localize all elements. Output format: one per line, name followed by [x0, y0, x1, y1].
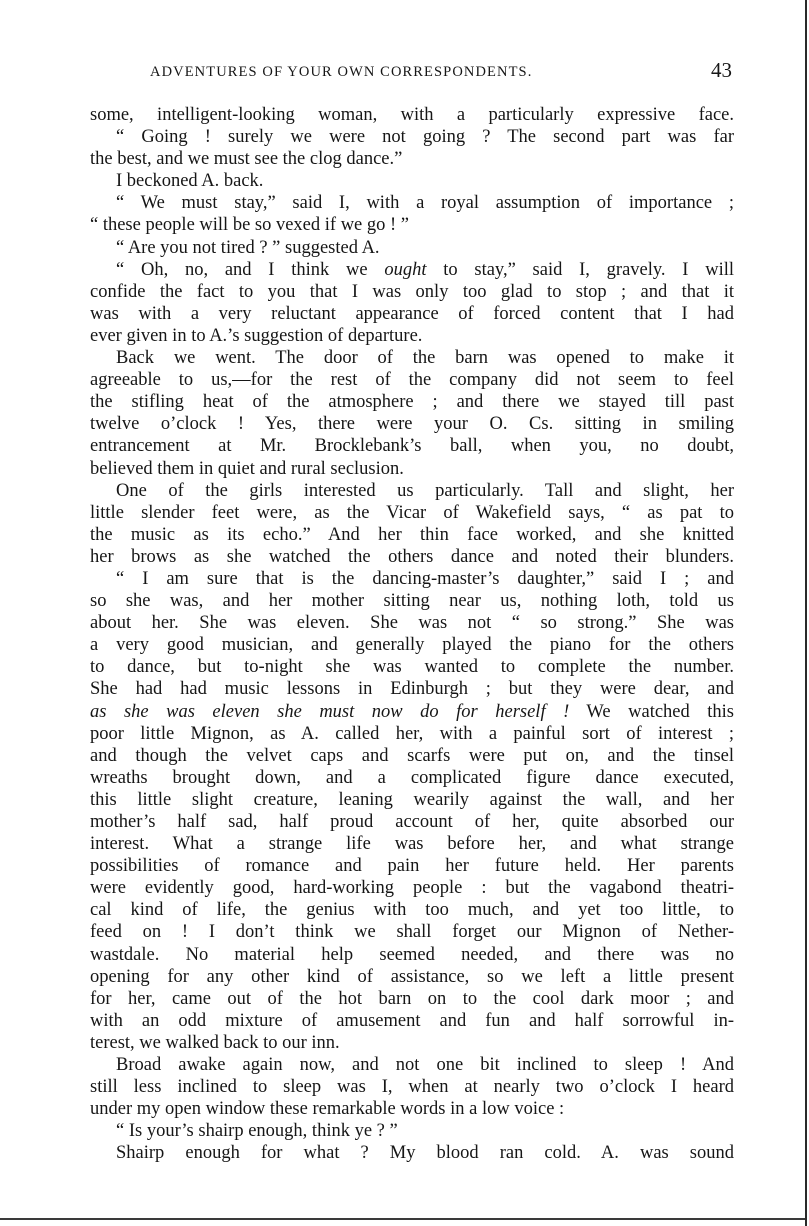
- text-line: and though the velvet caps and scarfs were put on, and the tinsel: [90, 745, 734, 766]
- text-line: her brows as she watched the others dance and noted their blunders.: [90, 546, 734, 567]
- text-line: some, intelligent-looking woman, with a particularly expressive face.: [90, 105, 734, 125]
- text-line: agreeable to us,—for the rest of the company did not seem to feel: [90, 370, 734, 391]
- text-line: the best, and we must see the clog dance.”: [90, 149, 403, 170]
- text-line: I beckoned A. back.: [116, 171, 264, 192]
- text-line: terest, we walked back to our inn.: [90, 1032, 340, 1053]
- text-line: ever given in to A.’s suggestion of departure.: [90, 325, 423, 346]
- text-line: was with a very reluctant appearance of forced content that I had: [90, 303, 734, 324]
- text-line: “ Oh, no, and I think we ought to stay,” said I, gravely. I will: [116, 259, 734, 280]
- text-line: confide the fact to you that I was only too glad to stop ; and that it: [90, 281, 734, 302]
- text-line: for her, came out of the hot barn on to the cool dark moor ; and: [90, 988, 734, 1009]
- text-line: She had had music lessons in Edinburgh ; but they were dear, and: [90, 679, 734, 700]
- text-line: a very good musician, and generally played the piano for the others: [90, 635, 734, 656]
- text-line: Shairp enough for what ? My blood ran cold. A. was sound: [116, 1143, 734, 1164]
- text-line: feed on ! I don’t think we shall forget our Mignon of Nether-: [90, 922, 734, 943]
- text-line: so she was, and her mother sitting near us, nothing loth, told us: [90, 591, 734, 612]
- text-line: mother’s half sad, half proud account of her, quite absorbed our: [90, 812, 734, 832]
- text-line: wastdale. No material help seemed needed, and there was no: [90, 944, 734, 965]
- text-line: were evidently good, hard-working people : but the vagabond theatri-: [90, 878, 734, 899]
- page-right-edge: [805, 0, 807, 1226]
- text-line: “ Are you not tired ? ” suggested A.: [116, 237, 380, 258]
- page-header: [150, 58, 740, 86]
- text-line: poor little Mignon, as A. called her, with a painful sort of interest ;: [90, 723, 734, 744]
- text-line: this little slight creature, leaning wearily against the wall, and her: [90, 789, 734, 810]
- text-line: opening for any other kind of assistance, so we left a little present: [90, 966, 734, 987]
- text-line: the stifling heat of the atmosphere ; and there we stayed till past: [90, 392, 734, 413]
- text-line: believed them in quiet and rural seclusion.: [90, 458, 404, 479]
- text-line: entrancement at Mr. Brocklebank’s ball, when you, no doubt,: [90, 436, 734, 457]
- text-line: as she was eleven she must now do for herself ! We watched this: [90, 701, 734, 722]
- text-line: about her. She was eleven. She was not “ so strong.” She was: [90, 613, 734, 634]
- text-line: twelve o’clock ! Yes, there were your O. Cs. sitting in smiling: [90, 414, 734, 435]
- text-line: One of the girls interested us particularly. Tall and slight, her: [116, 480, 734, 501]
- text-line: cal kind of life, the genius with too much, and yet too little, to: [90, 900, 734, 921]
- text-line: “ Is your’s shairp enough, think ye ? ”: [116, 1121, 398, 1142]
- body-text: [90, 104, 734, 1165]
- text-line: Broad awake again now, and not one bit inclined to sleep ! And: [116, 1055, 734, 1076]
- text-line: under my open window these remarkable words in a low voice :: [90, 1099, 565, 1120]
- text-line: Back we went. The door of the barn was opened to make it: [116, 348, 734, 369]
- text-line: “ We must stay,” said I, with a royal assumption of importance ;: [116, 193, 734, 214]
- text-line: little slender feet were, as the Vicar of Wakefield says, “ as pat to: [90, 502, 734, 523]
- text-line: wreaths brought down, and a complicated figure dance executed,: [90, 767, 734, 788]
- text-line: with an odd mixture of amusement and fun and half sorrowful in-: [90, 1010, 734, 1031]
- text-line: to dance, but to-night she was wanted to complete the number.: [90, 657, 734, 678]
- text-line: interest. What a strange life was before her, and what strange: [90, 834, 734, 855]
- text-line: possibilities of romance and pain her future held. Her parents: [90, 856, 734, 877]
- text-line: “ these people will be so vexed if we go ! ”: [90, 215, 410, 236]
- text-line: the music as its echo.” And her thin face worked, and she knitted: [90, 524, 734, 545]
- text-line: still less inclined to sleep was I, when at nearly two o’clock I heard: [90, 1077, 734, 1098]
- running-title: ADVENTURES OF YOUR OWN CORRESPONDENTS.: [150, 64, 533, 80]
- text-line: “ I am sure that is the dancing-master’s daughter,” said I ; and: [116, 568, 734, 589]
- page-bottom-edge: [0, 1218, 805, 1220]
- text-line: “ Going ! surely we were not going ? The second part was far: [116, 127, 734, 148]
- page-number: 43: [711, 58, 732, 82]
